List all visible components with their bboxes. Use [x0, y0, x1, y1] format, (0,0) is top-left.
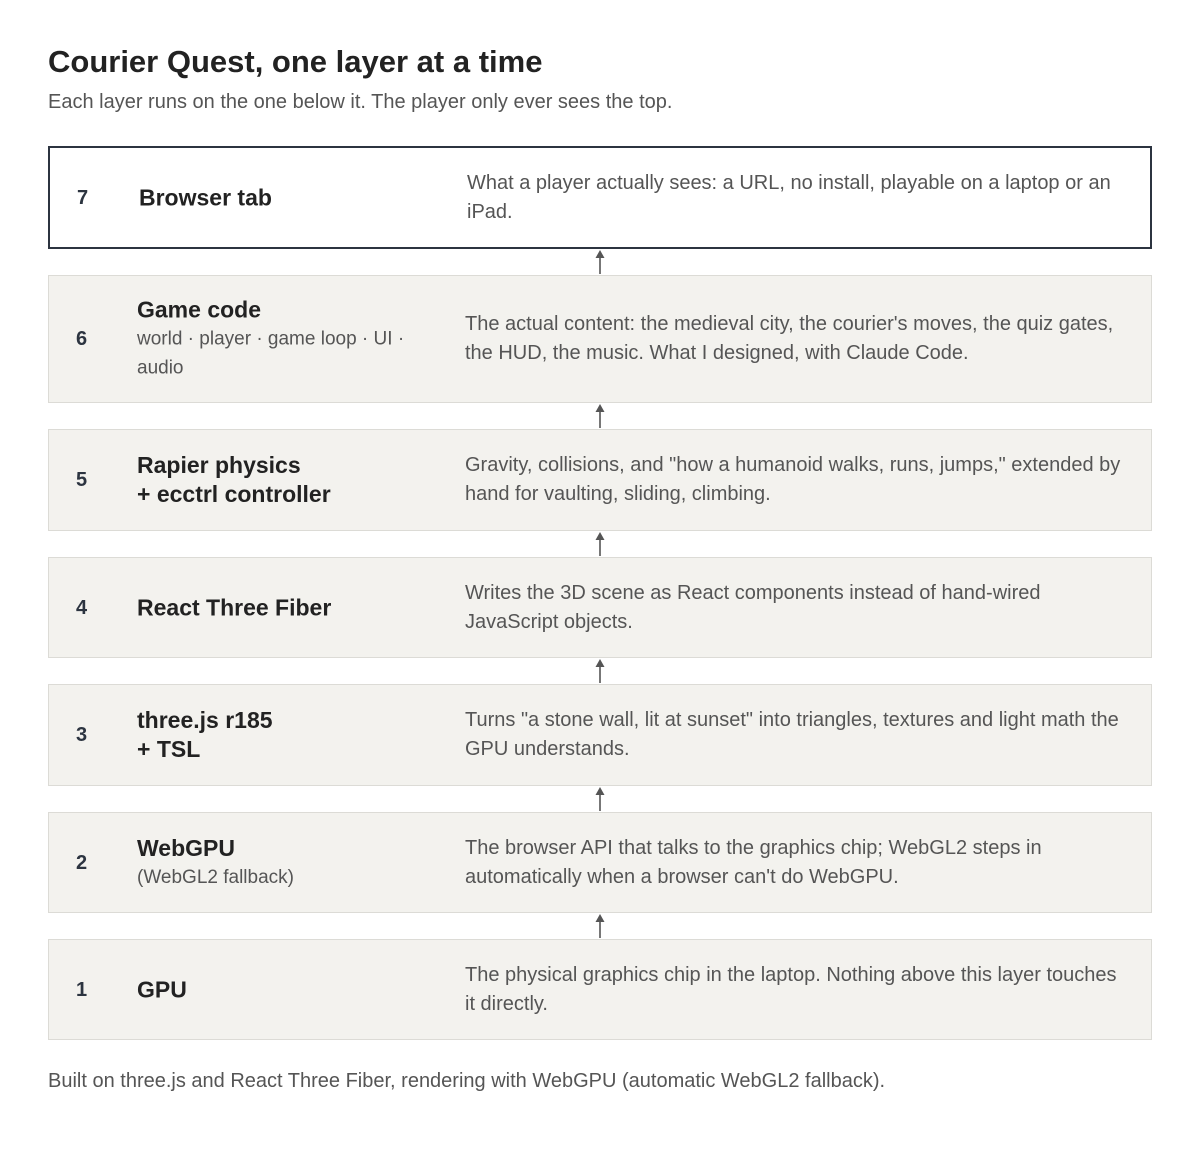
layer-number: 2 [76, 851, 88, 874]
up-arrow-icon [593, 786, 607, 812]
layer-7 [48, 146, 1152, 249]
layer-name [137, 706, 437, 764]
connector [48, 403, 1152, 429]
layer-description: Gravity, collisions, and "how a humanoid walks, runs, jumps," extended by hand for vaulting, sliding, climbing. [465, 454, 1121, 505]
page-title: Courier Quest, one layer at a time [48, 44, 543, 79]
connector [48, 249, 1152, 275]
layer-1 [48, 939, 1152, 1040]
layer-2 [48, 812, 1152, 913]
layer-name-line: Browser tab [139, 184, 272, 210]
layer-3 [48, 684, 1152, 786]
layer-5 [48, 429, 1152, 531]
layer-stack [48, 146, 1152, 1040]
layer-name-column [139, 183, 439, 212]
layer-name-line: GPU [137, 976, 187, 1002]
layer-name [137, 593, 437, 622]
layer-description: Writes the 3D scene as React components instead of hand-wired JavaScript objects. [465, 581, 1041, 633]
layer-number: 5 [76, 469, 88, 491]
layer-name-line: React Three Fiber [137, 594, 332, 620]
layer-number: 3 [76, 724, 88, 746]
layer-name [139, 183, 439, 212]
layer-name [137, 451, 437, 509]
layer-6 [48, 275, 1152, 403]
layer-name [137, 975, 437, 1004]
up-arrow-icon [593, 531, 607, 557]
layer-name-line: WebGPU [137, 834, 235, 861]
layer-name [137, 296, 437, 325]
layer-name-line: + ecctrl controller [137, 481, 331, 507]
up-arrow-icon [593, 249, 607, 275]
connector [48, 531, 1152, 557]
layer-name-line: Rapier physics [137, 452, 301, 478]
layer-name-line: Game code [137, 296, 261, 323]
layer-number: 1 [76, 978, 88, 1001]
layer-name-column [137, 975, 437, 1004]
layer-name-column [137, 706, 437, 764]
layer-name-line: + TSL [137, 736, 201, 762]
layer-description: The actual content: the medieval city, the courier's moves, the quiz gates, the HUD, the music. What I designed, with Claude Code. [465, 313, 1114, 364]
layer-description: The browser API that talks to the graphics chip; WebGL2 steps in automatically when a browser can't do WebGPU. [465, 836, 1042, 888]
layer-name-column [137, 451, 437, 509]
layer-number: 6 [76, 328, 88, 350]
layer-name-column [137, 593, 437, 622]
connector [48, 913, 1152, 939]
connector [48, 658, 1152, 684]
up-arrow-icon [593, 658, 607, 684]
layer-name-line: three.js r185 [137, 707, 273, 733]
layer-name-column [137, 834, 437, 892]
layer-4 [48, 557, 1152, 658]
layer-number: 4 [76, 596, 88, 619]
layer-description: The physical graphics chip in the laptop. Nothing above this layer touches it directly. [465, 963, 1117, 1015]
layer-name-column [137, 296, 437, 383]
layer-name [137, 834, 437, 863]
layer-number: 7 [77, 186, 89, 209]
up-arrow-icon [593, 913, 607, 939]
layer-subtitle: world · player · game loop · UI · audio [137, 328, 405, 379]
layer-subtitle: (WebGL2 fallback) [137, 866, 294, 888]
layer-description: Turns "a stone wall, lit at sunset" into triangles, textures and light math the GPU understands. [465, 709, 1119, 760]
footer-note: Built on three.js and React Three Fiber, rendering with WebGPU (automatic WebGL2 fallback). [48, 1070, 886, 1092]
connector [48, 786, 1152, 812]
page-subtitle: Each layer runs on the one below it. The player only ever sees the top. [48, 91, 673, 113]
up-arrow-icon [593, 403, 607, 429]
layer-description: What a player actually sees: a URL, no install, playable on a laptop or an iPad. [467, 171, 1111, 223]
